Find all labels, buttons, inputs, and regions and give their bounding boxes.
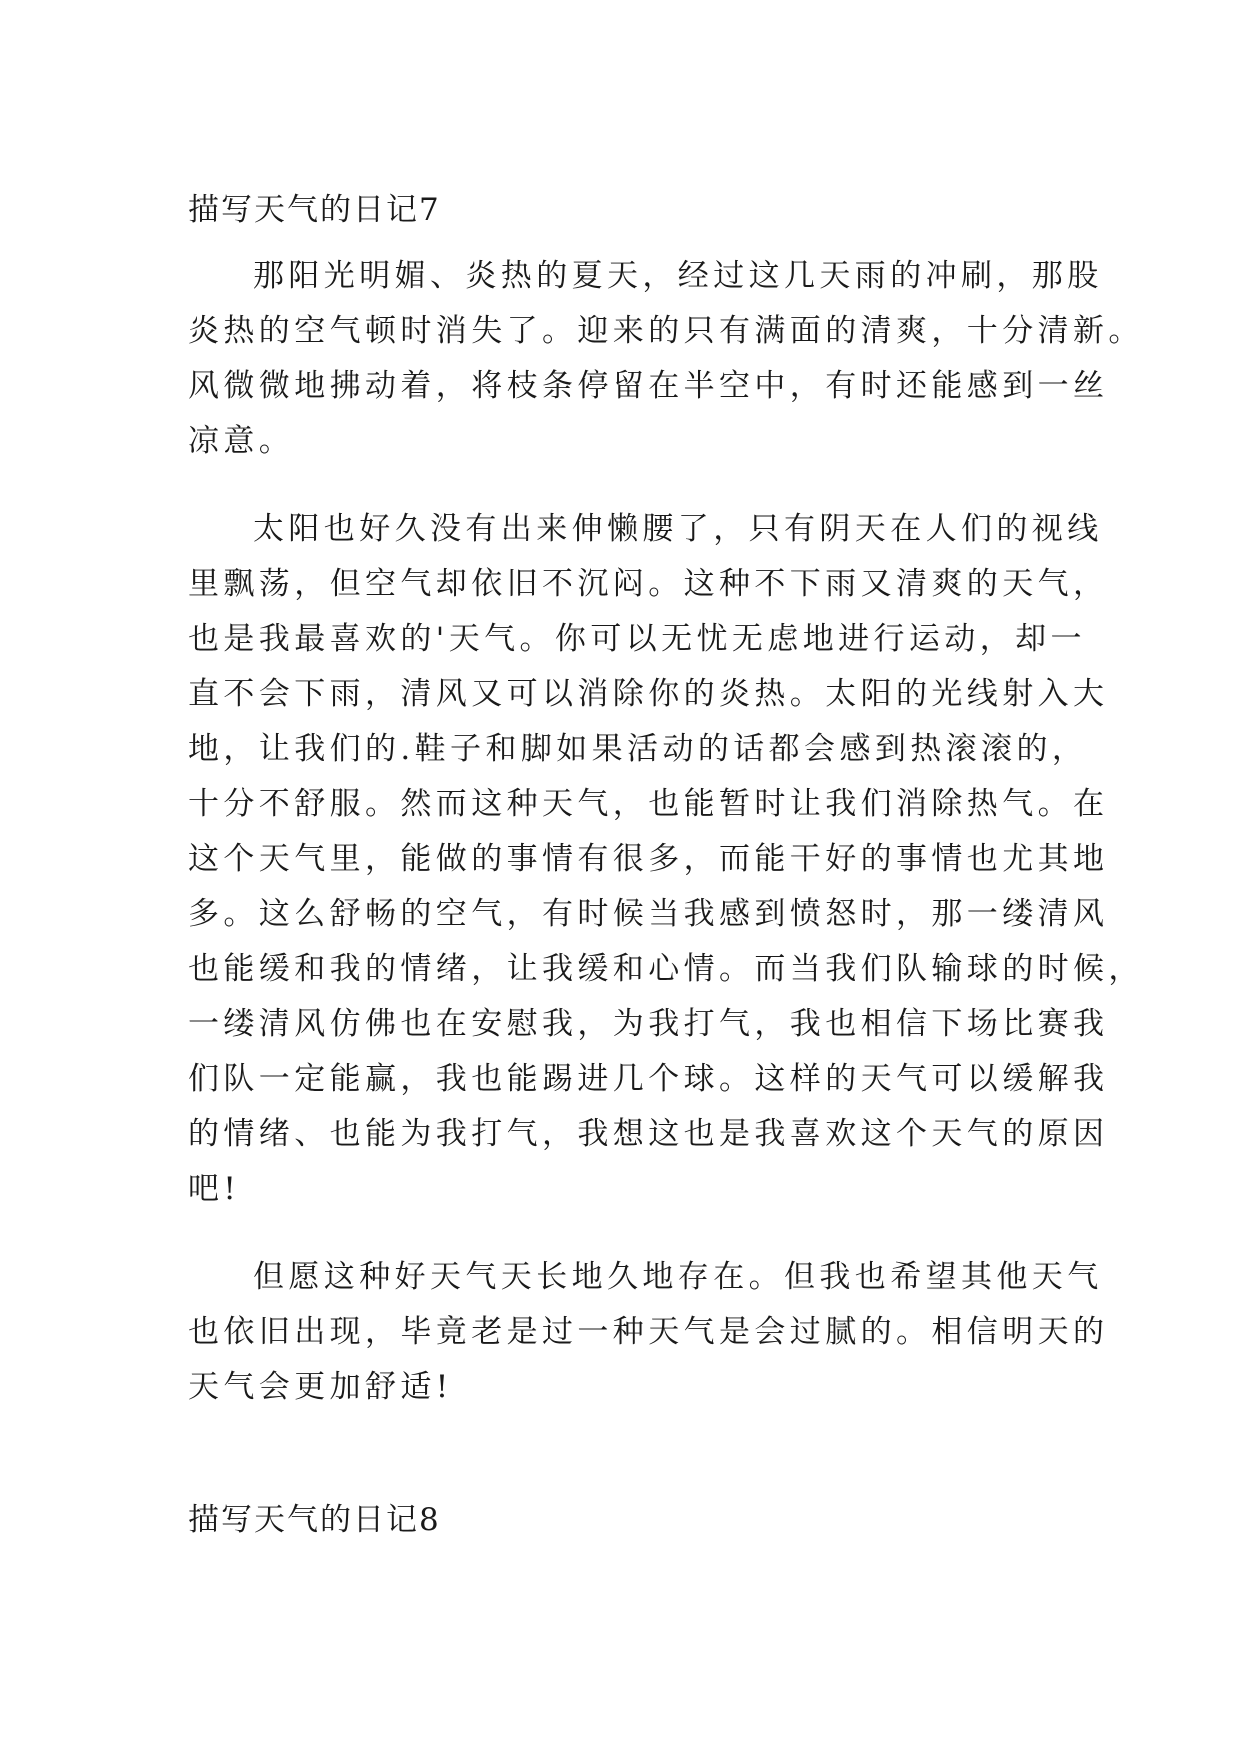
- paragraph-line: 天气会更加舒适!: [188, 1369, 453, 1405]
- paragraph-line: 但愿这种好天气天长地久地存在。但我也希望其他天气: [253, 1259, 1103, 1295]
- paragraph-line: 十分不舒服。然而这种天气，也能暂时让我们消除热气。在: [188, 786, 1109, 822]
- paragraph-line: 炎热的空气顿时消失了。迎来的只有满面的清爽，十分清新。: [188, 313, 1144, 349]
- entry-title: 描写天气的日记8: [188, 1502, 441, 1538]
- paragraph-line: 的情绪、也能为我打气，我想这也是我喜欢这个天气的原因: [188, 1116, 1109, 1152]
- paragraph-line: 们队一定能赢，我也能踢进几个球。这样的天气可以缓解我: [188, 1061, 1109, 1097]
- paragraph-line: 凉意。: [188, 423, 295, 459]
- paragraph-line: 一缕清风仿佛也在安慰我，为我打气，我也相信下场比赛我: [188, 1006, 1109, 1042]
- paragraph-line: 风微微地拂动着，将枝条停留在半空中，有时还能感到一丝: [188, 368, 1109, 404]
- paragraph-line: 也是我最喜欢的'天气。你可以无忧无虑地进行运动，却一: [188, 621, 1086, 657]
- paragraph-line: 多。这么舒畅的空气，有时候当我感到愤怒时，那一缕清风: [188, 896, 1109, 932]
- paragraph-line: 里飘荡，但空气却依旧不沉闷。这种不下雨又清爽的天气，: [188, 566, 1109, 602]
- paragraph-line: 也能缓和我的情绪，让我缓和心情。而当我们队输球的时候，: [188, 951, 1144, 987]
- paragraph-line: 也依旧出现，毕竟老是过一种天气是会过腻的。相信明天的: [188, 1314, 1109, 1350]
- entry-title: 描写天气的日记7: [188, 192, 441, 228]
- paragraph-line: 太阳也好久没有出来伸懒腰了，只有阴天在人们的视线: [253, 511, 1103, 547]
- paragraph-line: 直不会下雨，清风又可以消除你的炎热。太阳的光线射入大: [188, 676, 1109, 712]
- paragraph-line: 这个天气里，能做的事情有很多，而能干好的事情也尤其地: [188, 841, 1109, 877]
- paragraph-line: 地，让我们的.鞋子和脚如果活动的话都会感到热滚滚的，: [188, 731, 1088, 767]
- paragraph-line: 那阳光明媚、炎热的夏天，经过这几天雨的冲刷，那股: [253, 258, 1103, 294]
- paragraph-line: 吧!: [188, 1171, 241, 1207]
